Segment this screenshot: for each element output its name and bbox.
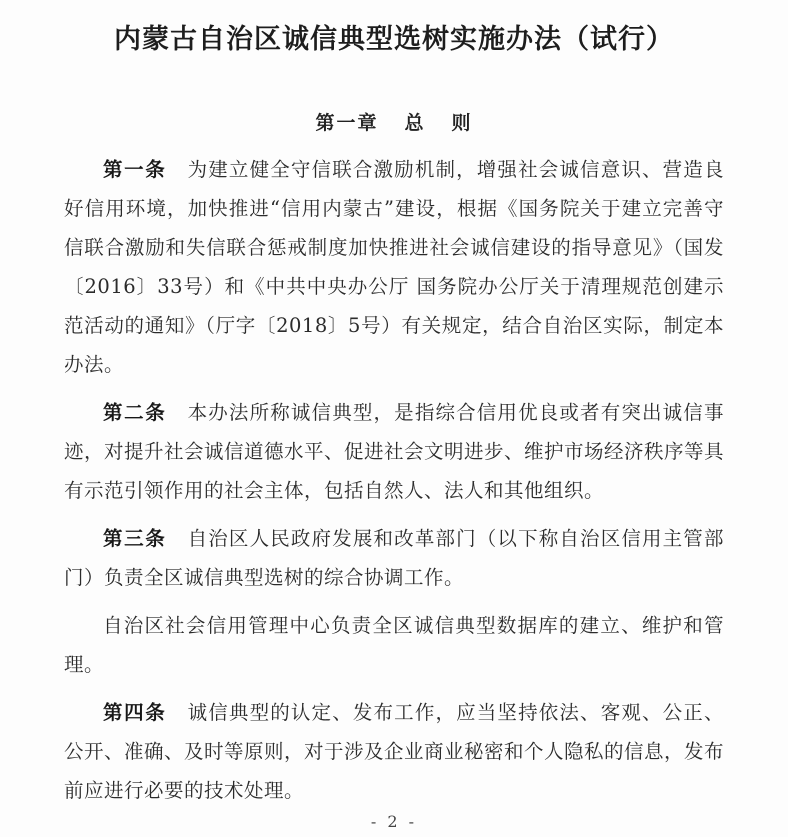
article-label: 第四条 <box>103 701 167 724</box>
article-label: 第三条 <box>103 527 167 550</box>
article-paragraph <box>64 141 724 384</box>
article-body: 自治区社会信用管理中心负责全区诚信典型数据库的建立、维护和管理。 <box>64 614 724 676</box>
paragraph-text <box>64 150 724 384</box>
chapter-prefix: 第一章 <box>315 112 379 134</box>
article-body: 为建立健全守信联合激励机制，增强社会诚信意识、营造良好信用环境，加快推进“信用内蒙古”建设，根据《国务院关于建立完善守信联合激励和失信联合惩戒制度加快推进社会诚信建设的指导意见》（国发〔2016〕33号）和《中共中央办公厅 国务院办公厅关于清理规范创建示范活动的通知》（厅字〔2018〕5号）有关规定，结合自治区实际，制定本办法。 <box>64 158 724 376</box>
article-paragraph <box>64 384 724 510</box>
page-title: 内蒙古自治区诚信典型选树实施办法（试行） <box>114 24 674 55</box>
paragraph-text <box>64 393 724 510</box>
chapter-heading <box>64 60 724 141</box>
article-label: 第二条 <box>103 401 167 424</box>
article-body: 本办法所称诚信典型，是指综合信用优良或者有突出诚信事迹，对提升社会诚信道德水平、促进社会文明进步、维护市场经济秩序等具有示范引领作用的社会主体，包括自然人、法人和其他组织。 <box>64 401 725 502</box>
paragraph-text <box>64 519 724 597</box>
article-paragraph <box>64 684 724 810</box>
article-paragraph <box>64 510 724 597</box>
paragraph-text <box>64 693 724 810</box>
page-number: - 2 - <box>370 812 418 831</box>
article-label: 第一条 <box>103 158 167 181</box>
article-body: 自治区人民政府发展和改革部门（以下称自治区信用主管部门）负责全区诚信典型选树的综合协调工作。 <box>64 527 724 589</box>
article-paragraph <box>64 597 724 684</box>
article-body: 诚信典型的认定、发布工作，应当坚持依法、客观、公正、公开、准确、及时等原则，对于涉及企业商业秘密和个人隐私的信息，发布前应进行必要的技术处理。 <box>64 701 725 802</box>
chapter-suffix: 则 <box>451 112 473 134</box>
chapter-name: 总 <box>404 112 426 134</box>
paragraph-text <box>64 606 724 684</box>
